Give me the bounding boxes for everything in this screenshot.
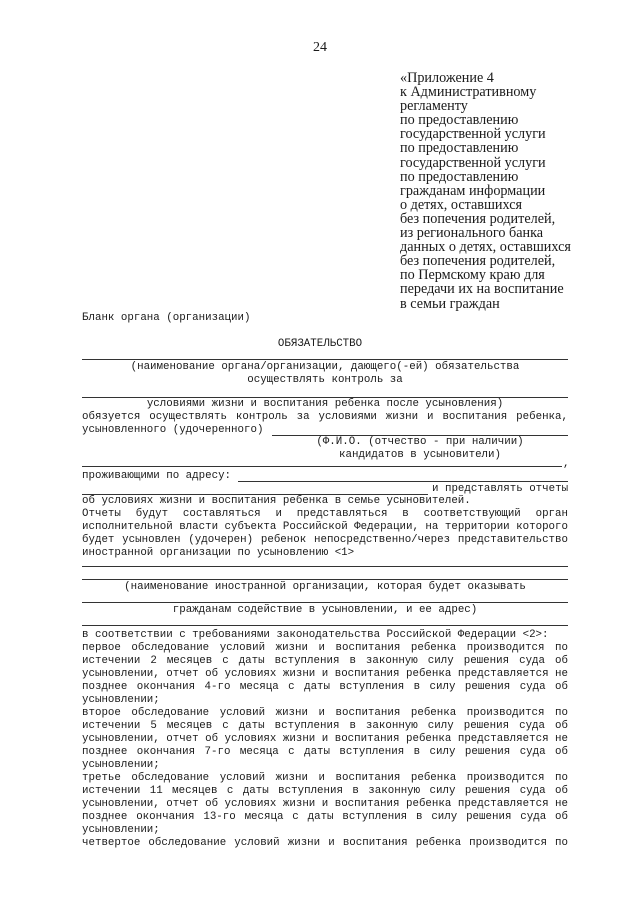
appendix-line: без попечения родителей,: [400, 210, 556, 227]
body-line: усыновлении;: [82, 824, 160, 836]
appendix-line: по предоставлению: [400, 140, 519, 157]
appendix-line: из регионального банка: [400, 225, 544, 242]
body-line: позднее окончания 13-го месяца с даты вступления в силу решения суда об: [82, 811, 568, 823]
appendix-line: о детях, оставшихся: [400, 196, 523, 213]
body-line: позднее окончания 4-го месяца с даты вступления в силу решения суда об: [82, 681, 568, 693]
hint-foreign-line2: гражданам содействие в усыновлении, и ее адрес): [172, 604, 478, 616]
body-line: усыновлении;: [82, 759, 160, 771]
page-number: 24: [313, 40, 327, 55]
address-label: проживающими по адресу:: [82, 470, 232, 482]
appendix-line: по предоставлению: [400, 168, 519, 185]
reports-tail: и представлять отчеты: [432, 483, 569, 495]
hint-org-line2: осуществлять контроль за: [247, 374, 403, 386]
body-line: позднее окончания 7-го месяца с даты вступления в силу решения суда об: [82, 746, 568, 758]
paragraph-line: исполнительной власти субъекта Российской Федерации, на территории которого: [82, 521, 568, 533]
letterhead: Бланк органа (организации): [82, 312, 251, 324]
blank-line: [82, 566, 568, 567]
body-line: второе обследование условий жизни и воспитания ребенка производится по: [82, 707, 568, 719]
body-line: усыновлении, отчет об условиях жизни и воспитания ребенка представляется не: [82, 733, 568, 745]
paragraph-line: Отчеты будут составляться и представляться в соответствующий орган: [82, 508, 568, 520]
appendix-line: государственной услуги: [400, 126, 546, 143]
body-line: усыновлении, отчет об условиях жизни и воспитания ребенка представляется не: [82, 668, 568, 680]
body-line: третье обследование условий жизни и воспитания ребенка производится по: [82, 772, 568, 784]
appendix-line: регламенту: [400, 98, 468, 115]
hint-conditions: условиями жизни и воспитания ребенка после усыновления): [146, 398, 504, 410]
org-name-underline: [82, 359, 568, 360]
hint-foreign-line1: (наименование иностранной организации, которая будет оказывать: [124, 581, 526, 593]
reports-line: об условиях жизни и воспитания ребенка в семье усыновителей.: [82, 495, 471, 507]
body-line: в соответствии с требованиями законодательства Российской Федерации <2>:: [82, 629, 549, 641]
paragraph-line: будет усыновлен (удочерен) ребенок непосредственно/через представительство: [82, 534, 568, 546]
appendix-line: «Приложение 4: [400, 70, 494, 86]
blank-line: [82, 466, 562, 467]
body-line: истечении 11 месяцев с даты вступления в законную силу решения суда об: [82, 785, 568, 797]
commits-line: обязуется осуществлять контроль за условиями жизни и воспитания ребенка,: [82, 411, 568, 423]
appendix-line: в семьи граждан: [400, 295, 500, 312]
appendix-line: данных о детях, оставшихся: [400, 239, 571, 256]
appendix-line: передачи их на воспитание: [400, 281, 564, 298]
body-line: четвертое обследование условий жизни и воспитания ребенка производится по: [82, 837, 568, 849]
body-line: первое обследование условий жизни и воспитания ребенка производится по: [82, 642, 568, 654]
appendix-heading: [400, 71, 600, 311]
body-line: истечении 2 месяцев с даты вступления в законную силу решения суда об: [82, 655, 568, 667]
body-line: истечении 5 месяцев с даты вступления в законную силу решения суда об: [82, 720, 568, 732]
address-underline: [238, 481, 568, 482]
body-line: усыновлении;: [82, 694, 160, 706]
appendix-line: к Административному: [400, 84, 537, 101]
form-title: ОБЯЗАТЕЛЬСТВО: [277, 338, 363, 350]
hint-fio-line2: кандидатов в усыновители): [339, 449, 501, 461]
appendix-line: без попечения родителей,: [400, 253, 556, 270]
appendix-line: государственной услуги: [400, 154, 546, 171]
paragraph-line: иностранной организации по усыновлению <1>: [82, 547, 355, 559]
blank-line: [82, 625, 568, 626]
hint-org-line1: (наименование органа/организации, дающего(-ей) обязательства: [130, 361, 520, 373]
hint-fio-line1: (Ф.И.О. (отчество - при наличии): [316, 436, 524, 448]
body-line: усыновлении, отчет об условиях жизни и воспитания ребенка представляется не: [82, 798, 568, 810]
appendix-line: по Пермскому краю для: [400, 267, 545, 284]
foreign-org-underline-2: [82, 602, 568, 603]
comma: ,: [563, 458, 570, 470]
appendix-line: по предоставлению: [400, 112, 519, 129]
foreign-org-underline: [82, 579, 568, 580]
appendix-line: гражданам информации: [400, 182, 546, 199]
adopted-label: усыновленного (удочеренного): [82, 424, 264, 436]
